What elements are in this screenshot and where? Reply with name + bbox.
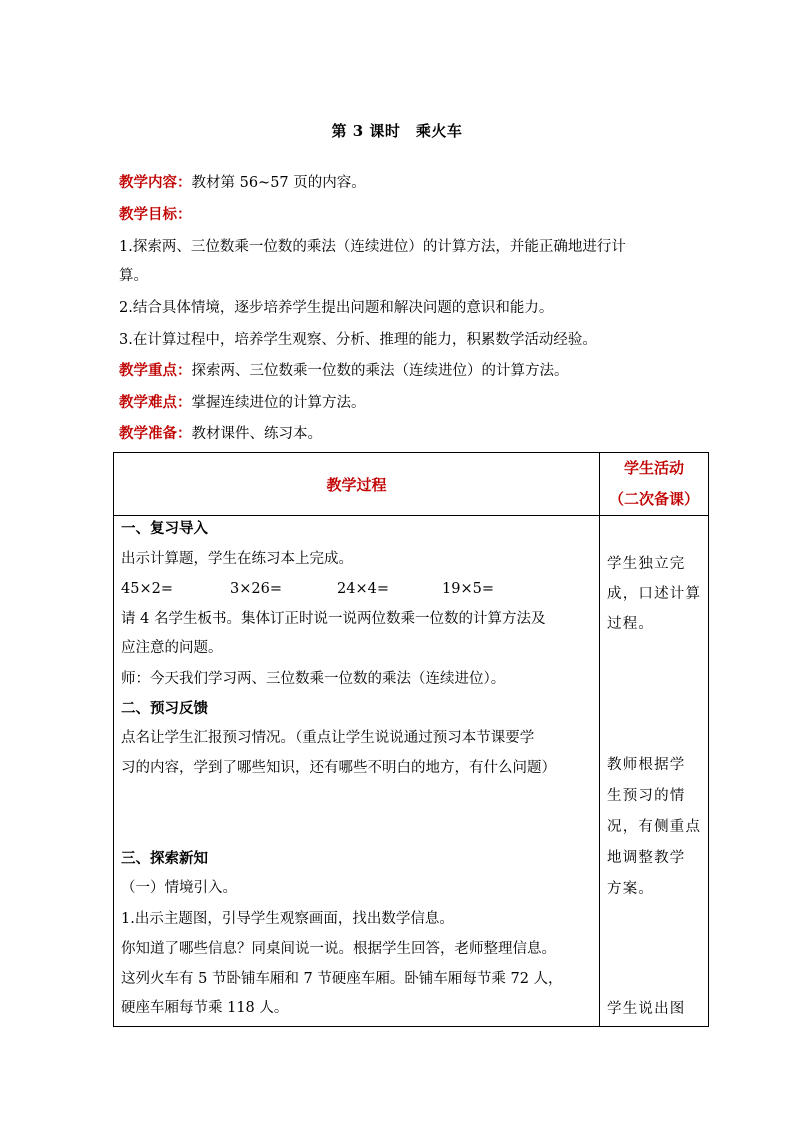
preparation-label: 教学准备： xyxy=(119,425,192,442)
header-side-line-2: （二次备课） xyxy=(608,490,699,508)
section-1-para-2-line-1: 请 4 名学生板书。集体订正时说一说两位数乘一位数的计算方法及 xyxy=(121,611,546,627)
section-1-para-1: 出示计算题，学生在练习本上完成。 xyxy=(121,551,353,567)
activity-note-line: 学生说出图 xyxy=(607,1001,686,1017)
difficulty-text: 掌握连续进位的计算方法。 xyxy=(191,395,366,411)
activity-note-line: 方案。 xyxy=(607,881,655,897)
calc-item: 3×26= xyxy=(230,581,282,597)
teaching-content-label: 教学内容： xyxy=(119,174,192,191)
section-3-para-1: 1.出示主题图，引导学生观察画面，找出数学信息。 xyxy=(121,911,454,927)
calc-item: 24×4= xyxy=(337,581,389,597)
activity-note-1 xyxy=(607,549,703,639)
section-1-para-2-line-2: 应注意的问题。 xyxy=(121,640,223,656)
section-3-para-2: 你知道了哪些信息？同桌间说一说。根据学生回答，老师整理信息。 xyxy=(121,941,556,957)
calc-item: 19×5= xyxy=(442,581,494,597)
activity-note-line: 况，有侧重点 xyxy=(607,819,702,835)
calc-row xyxy=(121,579,494,599)
goal-1-line-2: 算。 xyxy=(119,268,148,284)
section-2-para-line-1: 点名让学生汇报预习情况。（重点让学生说说通过预习本节课要学 xyxy=(121,730,535,746)
goal-3: 3.在计算过程中，培养学生观察、分析、推理的能力，积累数学活动经验。 xyxy=(119,332,597,348)
process-cell xyxy=(114,516,600,1027)
difficulty-label: 教学难点： xyxy=(119,394,192,411)
header-student-activity xyxy=(600,453,709,516)
header-side-line-1: 学生活动 xyxy=(623,459,684,477)
activity-note-3 xyxy=(607,994,703,1024)
header-teaching-process: 教学过程 xyxy=(114,453,600,516)
section-3-para-3-line-2: 硬座车厢每节乘 118 人。 xyxy=(121,1000,289,1016)
activity-note-line: 生预习的情 xyxy=(607,788,686,804)
student-activity-cell xyxy=(600,516,709,1027)
activity-note-line: 学生独立完 xyxy=(607,556,686,572)
key-point-label: 教学重点： xyxy=(119,362,192,379)
teaching-goals-label xyxy=(119,205,192,225)
preparation-text: 教材课件、练习本。 xyxy=(191,426,322,442)
teaching-content-text: 教材第 56~57 页的内容。 xyxy=(191,175,366,191)
teaching-content xyxy=(119,173,366,193)
section-3-title: 三、探索新知 xyxy=(121,850,208,867)
section-1-para-3: 师：今天我们学习两、三位数乘一位数的乘法（连续进位）。 xyxy=(121,671,506,687)
goal-2: 2.结合具体情境，逐步培养学生提出问题和解决问题的意识和能力。 xyxy=(119,300,554,316)
goal-1-line-1: 1.探索两、三位数乘一位数的乘法（连续进位）的计算方法，并能正确地进行计 xyxy=(119,239,626,255)
activity-note-2 xyxy=(607,750,703,905)
teaching-difficulty xyxy=(119,393,366,413)
section-3-para-3-line-1: 这列火车有 5 节卧铺车厢和 7 节硬座车厢。卧铺车厢每节乘 72 人， xyxy=(121,971,563,987)
lesson-table xyxy=(113,452,709,1027)
section-1-title: 一、复习导入 xyxy=(121,520,208,537)
activity-note-line: 过程。 xyxy=(607,616,655,632)
goals-label-text: 教学目标： xyxy=(119,206,192,223)
activity-note-line: 成，口述计算 xyxy=(607,586,702,602)
teaching-key-point xyxy=(119,361,569,381)
calc-item: 45×2= xyxy=(121,581,173,597)
key-point-text: 探索两、三位数乘一位数的乘法（连续进位）的计算方法。 xyxy=(191,363,569,379)
page-title: 第 3 课时 乘火车 xyxy=(331,122,463,140)
section-3-subtitle: （一）情境引入。 xyxy=(121,880,237,896)
section-2-para-line-2: 习的内容，学到了哪些知识，还有哪些不明白的地方，有什么问题） xyxy=(121,760,556,776)
teaching-preparation xyxy=(119,424,322,444)
activity-note-line: 教师根据学 xyxy=(607,757,686,773)
section-2-title: 二、预习反馈 xyxy=(121,700,208,717)
activity-note-line: 地调整教学 xyxy=(607,850,686,866)
